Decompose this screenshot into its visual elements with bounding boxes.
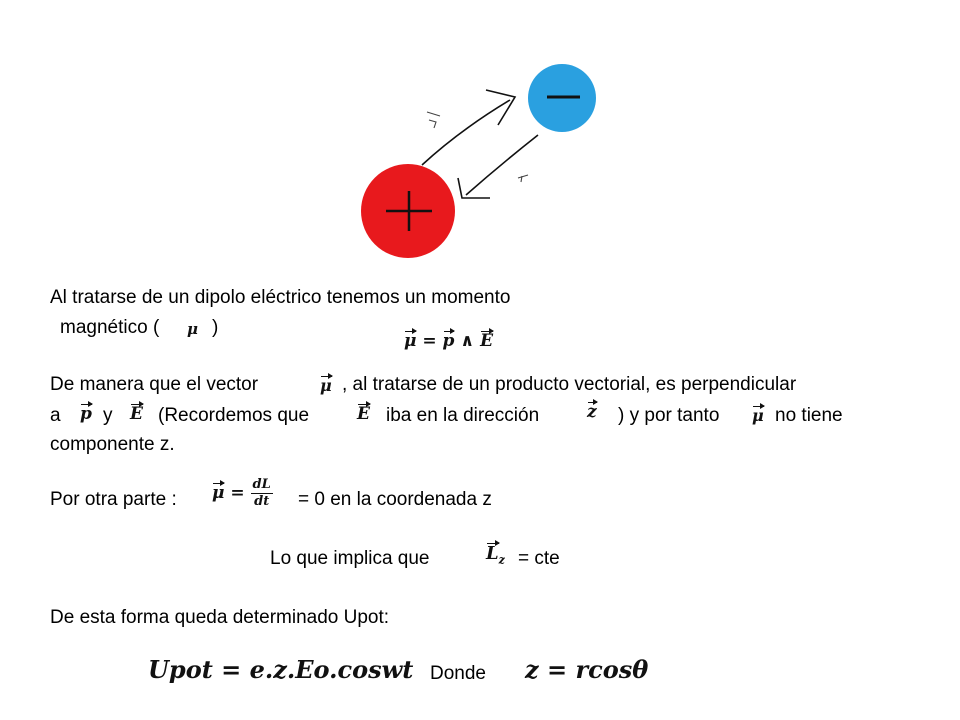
frac-numerator: dL: [252, 477, 271, 492]
vector-line-end: , al tratarse de un producto vectorial, es perpendicular: [342, 374, 797, 395]
line4-y: y: [103, 405, 113, 426]
mu-vector-inline: μ: [320, 376, 332, 395]
otra-parte-label: Por otra parte :: [50, 489, 177, 510]
cross-product-formula: [404, 331, 493, 351]
upot-formula: Upot = e.z.Eo.coswt: [148, 655, 414, 684]
e-vector: E: [480, 331, 494, 351]
implica-label: Lo que implica que: [270, 548, 430, 569]
magnetic-line-open: magnético (: [60, 317, 160, 338]
frac-denominator: dt: [254, 494, 270, 509]
mu-label-sketch: [427, 112, 440, 128]
wedge-sign: ∧: [460, 331, 475, 351]
z-vector-inline: z: [587, 402, 597, 422]
arrow-down-left: [466, 135, 538, 195]
e-vector-inline-2: E: [357, 404, 370, 424]
arrow-up-right: [422, 100, 510, 165]
cte-label: = cte: [518, 548, 560, 569]
line4-portanto: ) y por tanto: [618, 405, 720, 426]
mu-vector: μ: [404, 331, 417, 351]
donde-label: Donde: [430, 663, 486, 684]
p-vector-inline: p: [80, 404, 92, 424]
line4-a: a: [50, 405, 61, 426]
upot-intro: De esta forma queda determinado Upot:: [50, 607, 390, 628]
vector-line-start: De manera que el vector: [50, 374, 259, 395]
equals-sign-deriv: =: [230, 483, 245, 503]
intro-line: Al tratarse de un dipolo eléctrico tenemos un momento: [50, 287, 511, 308]
e-vector-inline: E: [130, 404, 143, 424]
p-vector: p: [442, 331, 455, 351]
line4-notiene: no tiene: [775, 405, 843, 426]
line4-recordemos: (Recordemos que: [158, 405, 310, 426]
arrow-up-right-head: [486, 90, 515, 125]
equals-sign: =: [422, 331, 437, 351]
zero-coord-z: = 0 en la coordenada z: [298, 489, 492, 510]
z-formula: z = rcosθ: [525, 655, 649, 684]
line4-direccion: iba en la dirección: [386, 405, 540, 426]
mu-vector-inline-2: μ: [752, 406, 764, 425]
mu-vector-deriv: μ: [212, 483, 225, 503]
lz-vector: $L_z$: [486, 543, 505, 567]
derivative-formula: [212, 478, 273, 509]
magnetic-line-close: ): [212, 317, 219, 338]
component-z-line: componente z.: [50, 434, 175, 455]
r-label-sketch: [518, 175, 528, 182]
mu-symbol: μ: [187, 320, 198, 338]
dl-dt-fraction: [251, 478, 273, 509]
